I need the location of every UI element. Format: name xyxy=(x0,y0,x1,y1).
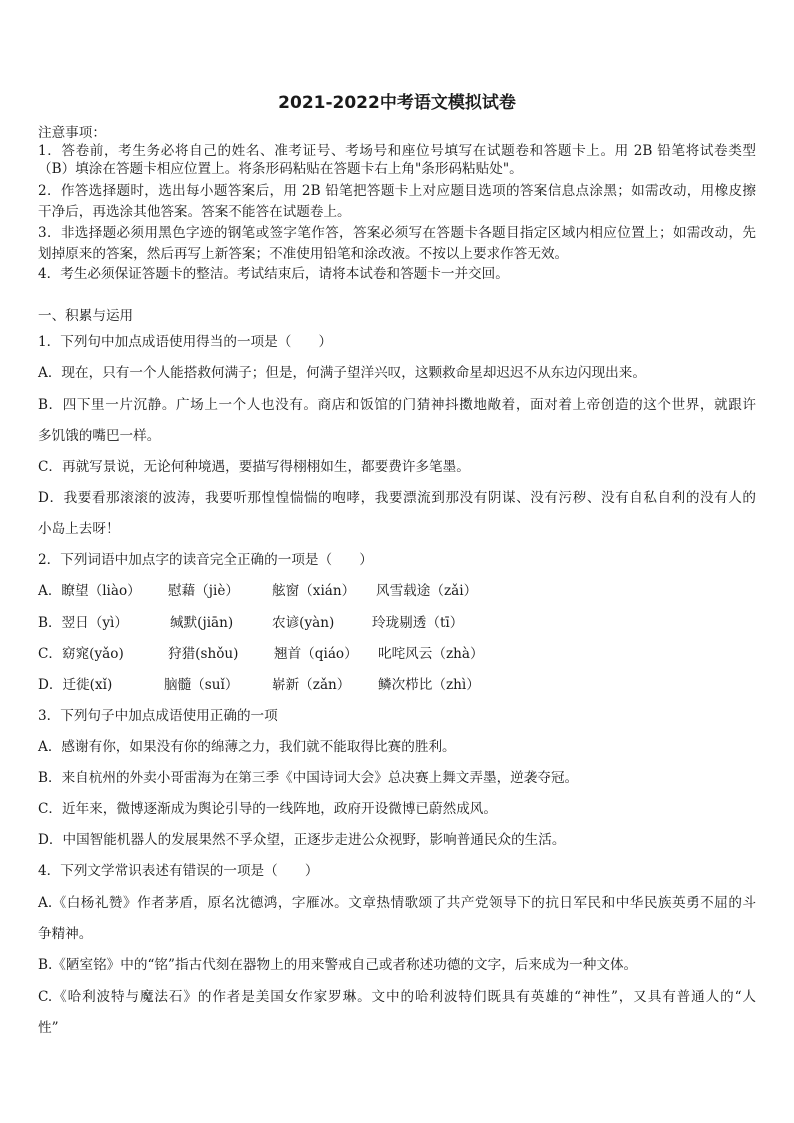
option-a-word2: 慰藉（jiè） xyxy=(168,583,239,599)
option-a-word4: 风雪载途（zǎi） xyxy=(376,583,478,599)
notice-line: 3．非选择题必须用黑色字迹的钢笔或签字笔作答，答案必须写在答题卡各题目指定区域内相应位置上；如需改动，先 xyxy=(38,225,756,241)
notice-line: 1．答卷前，考生务必将自己的姓名、准考证号、考场号和座位号填写在试题卷和答题卡上。用 2B 铅笔将试卷类型 xyxy=(38,143,756,159)
question-stem: 1．下列句中加点成语使用得当的一项是（ ） xyxy=(38,334,333,350)
option-d-word2: 脑髓（suǐ） xyxy=(164,677,239,693)
notice-heading: 注意事项： xyxy=(38,125,106,141)
option-b: B.《陋室铭》中的“铭”指古代刻在器物上的用来警戒自己或者称述功德的文字，后来成为一种文体。 xyxy=(38,957,638,973)
notice-line: 划掉原来的答案，然后再写上新答案；不准使用铅笔和涂改液。不按以上要求作答无效。 xyxy=(38,246,569,262)
option-b: B．四下里一片沉静。广场上一个人也没有。商店和饭馆的门猜神抖擞地敞着，面对着上帝创造的这个世界，就跟许 xyxy=(38,397,756,413)
section-heading: 一、积累与运用 xyxy=(38,308,134,324)
option-c: C．再就写景说，无论何种境遇，要描写得栩栩如生，都要费许多笔墨。 xyxy=(38,459,470,475)
option-b: B．来自杭州的外卖小哥雷海为在第三季《中国诗词大会》总决赛上舞文弄墨，逆袭夺冠。 xyxy=(38,770,579,786)
option-d-cont: 小岛上去呀！ xyxy=(38,521,120,537)
option-c-word2: 狩猎(shǒu) xyxy=(168,646,239,662)
option-b-word2: 缄默(jiān) xyxy=(170,615,234,631)
option-c-word3: 翘首（qiáo） xyxy=(274,646,358,662)
option-a: A．现在，只有一个人能搭救何满子；但是，何满子望洋兴叹，这颗救命星却迟迟不从东边闪现出来。 xyxy=(38,365,646,381)
option-d: D．中国智能机器人的发展果然不孚众望，正逐步走进公众视野，影响普通民众的生活。 xyxy=(38,832,566,848)
option-a: A．感谢有你，如果没有你的绵薄之力，我们就不能取得比赛的胜利。 xyxy=(38,739,456,755)
option-b-cont: 多饥饿的嘴巴一样。 xyxy=(38,428,161,444)
option-a-cont: 争精神。 xyxy=(38,926,93,942)
option-c: C.《哈利波特与魔法石》的作者是美国女作家罗琳。文中的哈利波特们既具有英雄的“神性”，又具有普通人的“人 xyxy=(38,989,756,1005)
notice-line: 干净后，再选涂其他答案。答案不能答在试题卷上。 xyxy=(38,204,351,220)
option-c: C．近年来，微博逐渐成为舆论引导的一线阵地，政府开设微博已蔚然成风。 xyxy=(38,801,497,817)
option-a: A.《白杨礼赞》作者茅盾，原名沈德鸿，字雁冰。文章热情歌颂了共产党领导下的抗日军民和中华民族英勇不屈的斗 xyxy=(38,895,756,911)
option-b-word3: 农谚(yàn) xyxy=(272,615,335,631)
option-a-word1: A．瞭望（liào） xyxy=(38,583,141,599)
option-c-word4: 叱咤风云（zhà） xyxy=(378,646,484,662)
option-d-word1: D．迁徙(xǐ) xyxy=(38,677,113,693)
notice-line: 2．作答选择题时，选出每小题答案后，用 2B 铅笔把答题卡上对应题目选项的答案信息点涂黑；如需改动，用橡皮擦 xyxy=(38,183,756,199)
exam-title: 2021-2022中考语文模拟试卷 xyxy=(278,93,516,113)
question-stem: 3．下列句子中加点成语使用正确的一项 xyxy=(38,708,278,724)
option-b-word1: B．翌日（yì） xyxy=(38,615,128,631)
option-b-word4: 玲珑剔透（tī） xyxy=(372,615,464,631)
question-stem: 2．下列词语中加点字的读音完全正确的一项是（ ） xyxy=(38,552,373,568)
option-a-word3: 舷窗（xián） xyxy=(272,583,356,599)
option-d: D．我要看那滚滚的波涛，我要听那惶惶惴惴的咆哮，我要漂流到那没有阴谋、没有污秽、没有自私自利的没有人的 xyxy=(38,490,756,506)
option-c-word1: C．窈窕(yǎo) xyxy=(38,646,124,662)
question-stem: 4．下列文学常识表述有错误的一项是（ ） xyxy=(38,863,319,879)
notice-line: （B）填涂在答题卡相应位置上。将条形码粘贴在答题卡右上角"条形码粘贴处"。 xyxy=(38,161,523,177)
option-d-word3: 崭新（zǎn） xyxy=(272,677,351,693)
option-d-word4: 鳞次栉比（zhì） xyxy=(378,677,480,693)
notice-line: 4．考生必须保证答题卡的整洁。考试结束后，请将本试卷和答题卡一并交回。 xyxy=(38,266,509,282)
option-c-cont: 性” xyxy=(38,1020,59,1036)
